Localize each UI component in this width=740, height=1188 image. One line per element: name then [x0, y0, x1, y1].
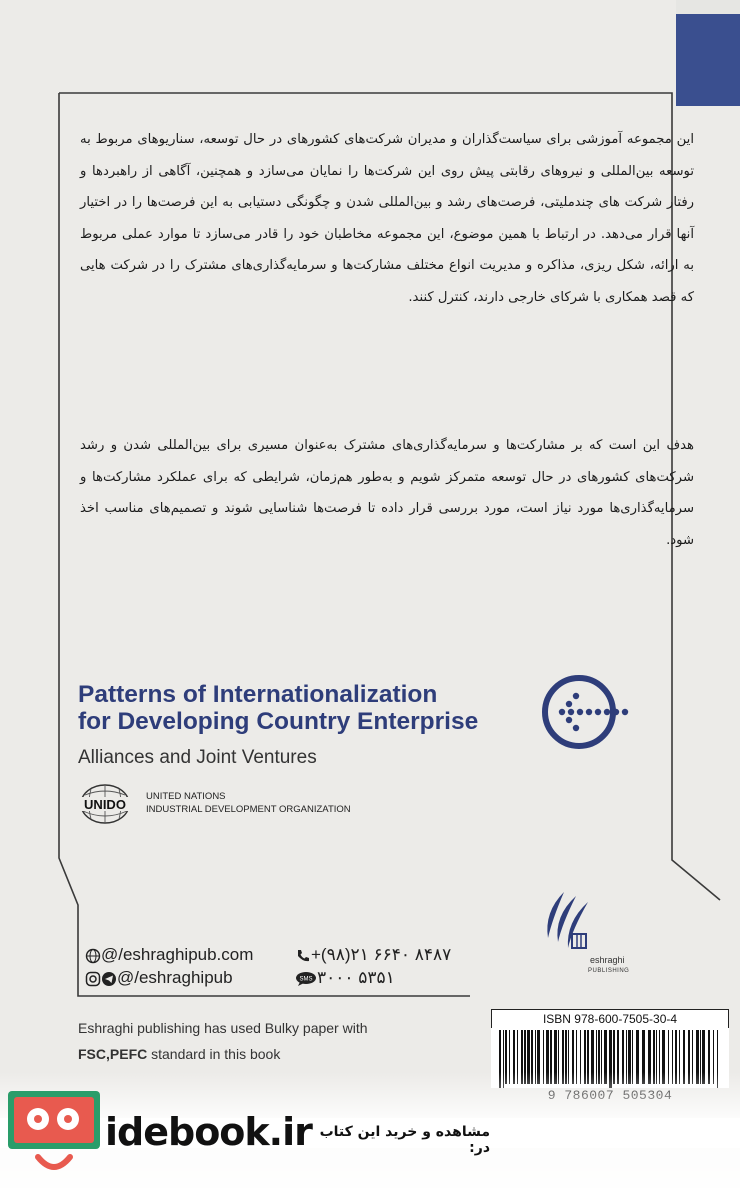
paper-note-rest: standard in this book — [147, 1046, 281, 1062]
phone-text: +(۹۸)۲۱ ۶۶۴۰ ۸۴۸۷ — [311, 945, 452, 964]
sms-label: SMS — [299, 976, 313, 983]
unido-name-line-1: UNITED NATIONS — [146, 791, 226, 802]
phone-contact[interactable] — [295, 945, 451, 965]
website-text: @/eshraghipub.com — [101, 945, 254, 964]
paper-standard: FSC,PEFC — [78, 1046, 148, 1062]
book-face-icon — [4, 1085, 108, 1185]
banner-site-name[interactable]: idebook.ir — [105, 1110, 312, 1154]
social-contact[interactable] — [85, 968, 233, 988]
sms-icon — [295, 971, 317, 987]
book-title-line-1: Patterns of Internationalization — [78, 681, 438, 708]
unido-emblem-icon — [77, 781, 135, 827]
paper-note-line-2 — [78, 1046, 280, 1062]
book-title-line-2: for Developing Country Enterprise — [78, 708, 479, 735]
phone-icon — [295, 948, 311, 964]
publisher-subtitle: PUBLISHING — [588, 968, 630, 974]
publisher-name: eshraghi — [590, 955, 625, 965]
banner-caption: مشاهده و خرید این کتاب در: — [319, 1124, 490, 1156]
paper-note-line-1: Eshraghi publishing has used Bulky paper with — [78, 1020, 368, 1036]
sms-contact[interactable] — [295, 968, 395, 988]
eshraghi-logo-icon — [536, 890, 596, 960]
book-subtitle: Alliances and Joint Ventures — [78, 747, 317, 768]
globe-icon — [85, 948, 101, 964]
instagram-icon — [85, 971, 101, 987]
isbn-label: ISBN 978-600-7505-30-4 — [491, 1009, 729, 1029]
telegram-icon — [101, 971, 117, 987]
description-paragraph-2: هدف این است که بر مشارکت‌ها و سرمایه‌گذاری‌های مشترک به‌عنوان مسیری برای بین‌المللی شدن و رشد شرکت‌های کشورهای در حال توسعه متمرکز شویم و به‌طور هم‌زمان، شرایطی که برای عملکرد مشارکت‌ها و سرمایه‌گذاری‌ها مورد نیاز است، مورد بررسی قرار داده تا فرصت‌ها شناسایی شوند و تصمیم‌های مناسب اخذ شود. — [80, 438, 694, 548]
description-paragraph-1: این مجموعه آموزشی برای سیاست‌گذاران و مدیران شرکت‌های کشورهای در حال توسعه، سناریوهای مربوط به توسعه بین‌المللی و نیروهای رقابتی پیش روی این شرکت‌ها را نمایان می‌سازد و همچنین، آگاهی از راهبردها و رفتار شرکت های چندملیتی، فرصت‌های رشد و بین‌المللی شدن و چگونگی دستیابی به این فرصت‌ها را در اختیار آنها قرار می‌دهد. در ارتباط با همین موضوع، این مجموعه مخاطبان خود را قادر می‌سازد تا موارد عملی مربوط به ارائه، شکل ریزی، مذاکره و مدیریت انواع مختلف مشارکت‌ها و سرمایه‌گذاری‌های مشترک را در شرکت هایی که قصد همکاری با شرکای خارجی دارند، کنترل کنند. — [80, 132, 694, 305]
unido-logo-text: UNIDO — [84, 797, 126, 812]
social-text: @/eshraghipub — [117, 968, 233, 987]
unido-name-line-2: INDUSTRIAL DEVELOPMENT ORGANIZATION — [146, 804, 351, 815]
sms-text: ۳۰۰۰ ۵۳۵۱ — [317, 968, 395, 987]
website-contact[interactable] — [85, 945, 253, 965]
series-arrow-circle-icon — [538, 672, 634, 754]
